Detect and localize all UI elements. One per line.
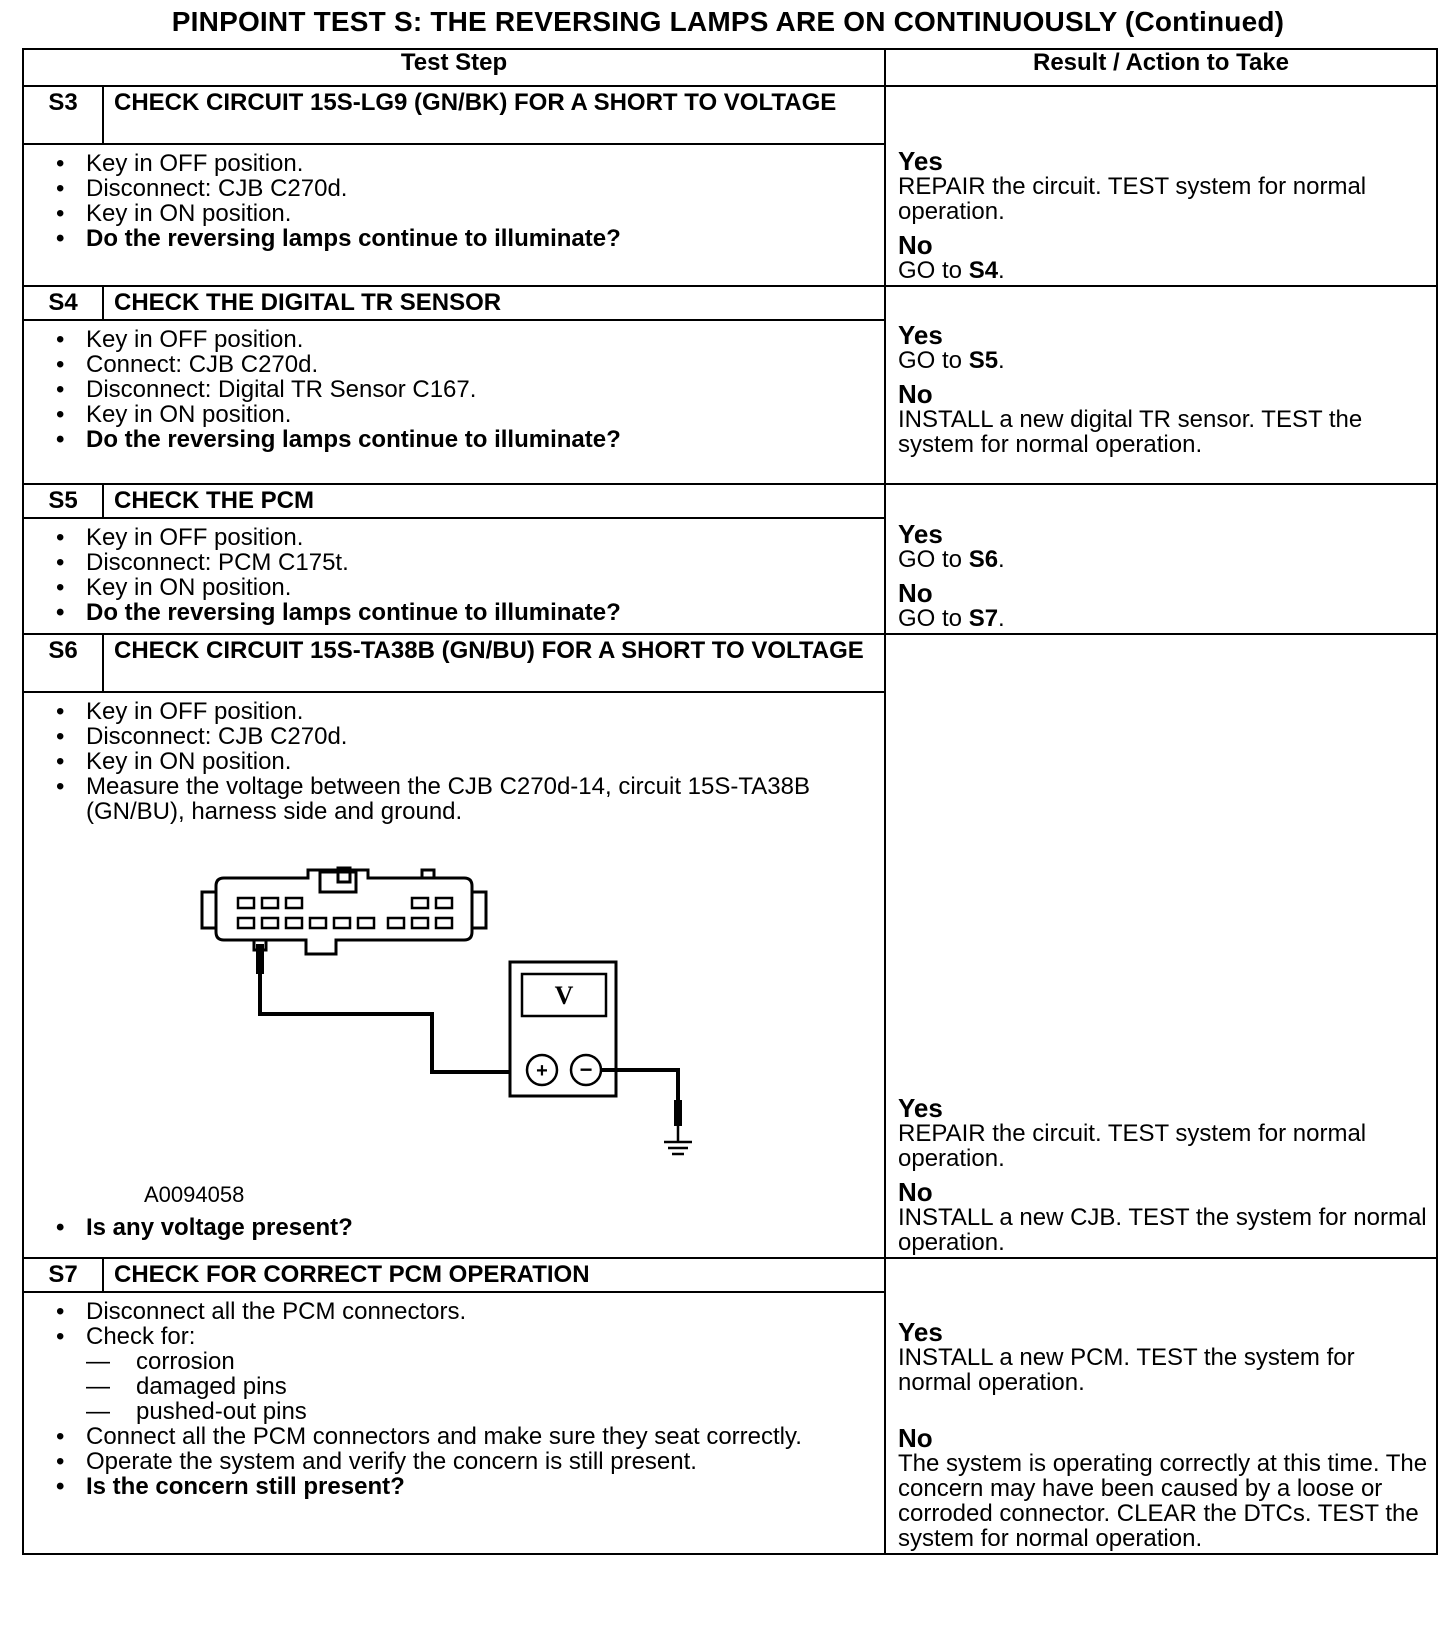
step-list	[56, 327, 876, 452]
step-item: • Disconnect: CJB C270d.	[56, 176, 876, 201]
step-item: • Key in OFF position.	[56, 327, 876, 352]
connector-pin	[412, 898, 428, 908]
yes-label: Yes	[898, 519, 943, 549]
step-item: • Operate the system and verify the concern is still present.	[56, 1449, 876, 1474]
step-heading: CHECK THE PCM	[103, 484, 885, 518]
connector-pin	[262, 918, 278, 928]
no-action: INSTALL a new digital TR sensor. TEST the system for normal operation.	[898, 406, 1363, 458]
step-list	[56, 1299, 876, 1499]
step-s4-heading-row	[23, 286, 1437, 320]
no-action: The system is operating correctly at this time. The concern may have been caused by a loose or corroded connector. CLEAR the DTCs. TEST the system for normal operation.	[898, 1450, 1428, 1552]
connector-pin	[412, 918, 428, 928]
result-header: Result / Action to Take	[885, 49, 1437, 86]
step-item: • Key in OFF position.	[56, 699, 876, 724]
no-label: No	[898, 578, 933, 608]
yes-label: Yes	[898, 1093, 943, 1123]
yes-action: REPAIR the circuit. TEST system for normal operation.	[898, 1120, 1367, 1172]
step-s4-result	[885, 286, 1437, 484]
yes-label: Yes	[898, 1317, 943, 1347]
go-to-link: S6	[968, 546, 999, 573]
step-list	[56, 699, 876, 824]
step-id: S4	[23, 286, 103, 320]
no-label: No	[898, 1423, 933, 1453]
step-item: • Disconnect all the PCM connectors.	[56, 1299, 876, 1324]
step-question: • Do the reversing lamps continue to illuminate?	[56, 600, 876, 625]
step-item: • Key in ON position.	[56, 575, 876, 600]
negative-probe	[674, 1100, 682, 1126]
no-action: INSTALL a new CJB. TEST the system for normal operation.	[898, 1204, 1427, 1256]
voltmeter-label: V	[554, 981, 574, 1010]
step-s7-result	[885, 1258, 1437, 1554]
connector-pin	[238, 898, 254, 908]
connector-pin	[238, 918, 254, 928]
step-list	[56, 151, 876, 251]
step-s3-body	[23, 144, 885, 286]
figure-id: A0094058	[144, 1182, 245, 1207]
connector-pin	[286, 918, 302, 928]
step-list	[56, 1215, 876, 1240]
no-label: No	[898, 230, 933, 260]
step-s7-heading-row	[23, 1258, 1437, 1292]
step-item: • Connect: CJB C270d.	[56, 352, 876, 377]
step-item: • Disconnect: CJB C270d.	[56, 724, 876, 749]
step-s6-heading-row	[23, 634, 1437, 692]
connector-left-tab	[202, 892, 216, 928]
check-item: — corrosion	[86, 1349, 876, 1374]
positive-terminal-sign: +	[536, 1060, 548, 1082]
positive-probe	[256, 944, 264, 974]
step-s7-body	[23, 1292, 885, 1554]
step-item: • Key in OFF position.	[56, 525, 876, 550]
step-item: • Key in ON position.	[56, 749, 876, 774]
yes-label: Yes	[898, 320, 943, 350]
connector-pin	[358, 918, 374, 928]
step-item: • Check for: — corrosion — damaged pins — pushed-out pins	[56, 1324, 876, 1424]
step-item: • Disconnect: Digital TR Sensor C167.	[56, 377, 876, 402]
step-question: • Do the reversing lamps continue to illuminate?	[56, 226, 876, 251]
yes-action: GO to S6.	[898, 546, 1005, 573]
step-item: • Measure the voltage between the CJB C270d-14, circuit 15S-TA38B (GN/BU), harness side and ground.	[56, 774, 876, 824]
step-item: • Key in ON position.	[56, 201, 876, 226]
go-to-link: S5	[968, 347, 999, 374]
step-s5-result	[885, 484, 1437, 634]
step-question: • Is the concern still present?	[56, 1474, 876, 1499]
step-heading: CHECK CIRCUIT 15S-TA38B (GN/BU) FOR A SHORT TO VOLTAGE	[103, 634, 885, 692]
yes-action: INSTALL a new PCM. TEST the system for normal operation.	[898, 1344, 1355, 1396]
check-item: — damaged pins	[86, 1374, 876, 1399]
connector-pin	[388, 918, 404, 928]
voltmeter-diagram	[196, 864, 756, 1174]
step-s6-body	[23, 692, 885, 1258]
step-id: S3	[23, 86, 103, 144]
ground-symbol	[664, 1126, 692, 1154]
step-s4-body	[23, 320, 885, 484]
positive-lead	[260, 974, 526, 1072]
step-item: • Disconnect: PCM C175t.	[56, 550, 876, 575]
step-question: • Is any voltage present?	[56, 1215, 876, 1240]
step-heading: CHECK FOR CORRECT PCM OPERATION	[103, 1258, 885, 1292]
no-label: No	[898, 379, 933, 409]
connector-nub	[422, 870, 434, 878]
step-s5-body	[23, 518, 885, 634]
step-s3-result	[885, 86, 1437, 286]
step-heading: CHECK CIRCUIT 15S-LG9 (GN/BK) FOR A SHORT TO VOLTAGE	[103, 86, 885, 144]
negative-terminal-sign: −	[579, 1057, 593, 1082]
no-action: GO to S7.	[898, 605, 1005, 632]
step-s5-heading-row	[23, 484, 1437, 518]
no-label: No	[898, 1177, 933, 1207]
step-list	[56, 525, 876, 625]
pinpoint-test-table	[22, 48, 1438, 1555]
step-s6-result	[885, 634, 1437, 1258]
no-action: GO to S4.	[898, 257, 1005, 284]
table-header-row	[23, 49, 1437, 86]
step-question: • Do the reversing lamps continue to illuminate?	[56, 427, 876, 452]
connector-pin	[262, 898, 278, 908]
step-id: S6	[23, 634, 103, 692]
connector-pin	[334, 918, 350, 928]
page-title: PINPOINT TEST S: THE REVERSING LAMPS ARE ON CONTINUOUSLY (Continued)	[171, 6, 1285, 37]
step-item: • Key in OFF position.	[56, 151, 876, 176]
go-to-link: S4	[968, 257, 999, 284]
yes-label: Yes	[898, 146, 943, 176]
connector-pin	[286, 898, 302, 908]
connector-pin	[310, 918, 326, 928]
check-item: — pushed-out pins	[86, 1399, 876, 1424]
yes-action: REPAIR the circuit. TEST system for normal operation.	[898, 173, 1367, 225]
step-heading: CHECK THE DIGITAL TR SENSOR	[103, 286, 885, 320]
test-step-header: Test Step	[23, 49, 885, 86]
step-item: • Connect all the PCM connectors and make sure they seat correctly.	[56, 1424, 876, 1449]
step-id: S7	[23, 1258, 103, 1292]
check-list	[86, 1349, 876, 1424]
go-to-link: S7	[968, 605, 999, 632]
step-id: S5	[23, 484, 103, 518]
step-item: • Key in ON position.	[56, 402, 876, 427]
step-s3-heading-row	[23, 86, 1437, 144]
connector-pin	[436, 898, 452, 908]
connector-pin	[436, 918, 452, 928]
connector-right-tab	[472, 892, 486, 928]
yes-action: GO to S5.	[898, 347, 1005, 374]
